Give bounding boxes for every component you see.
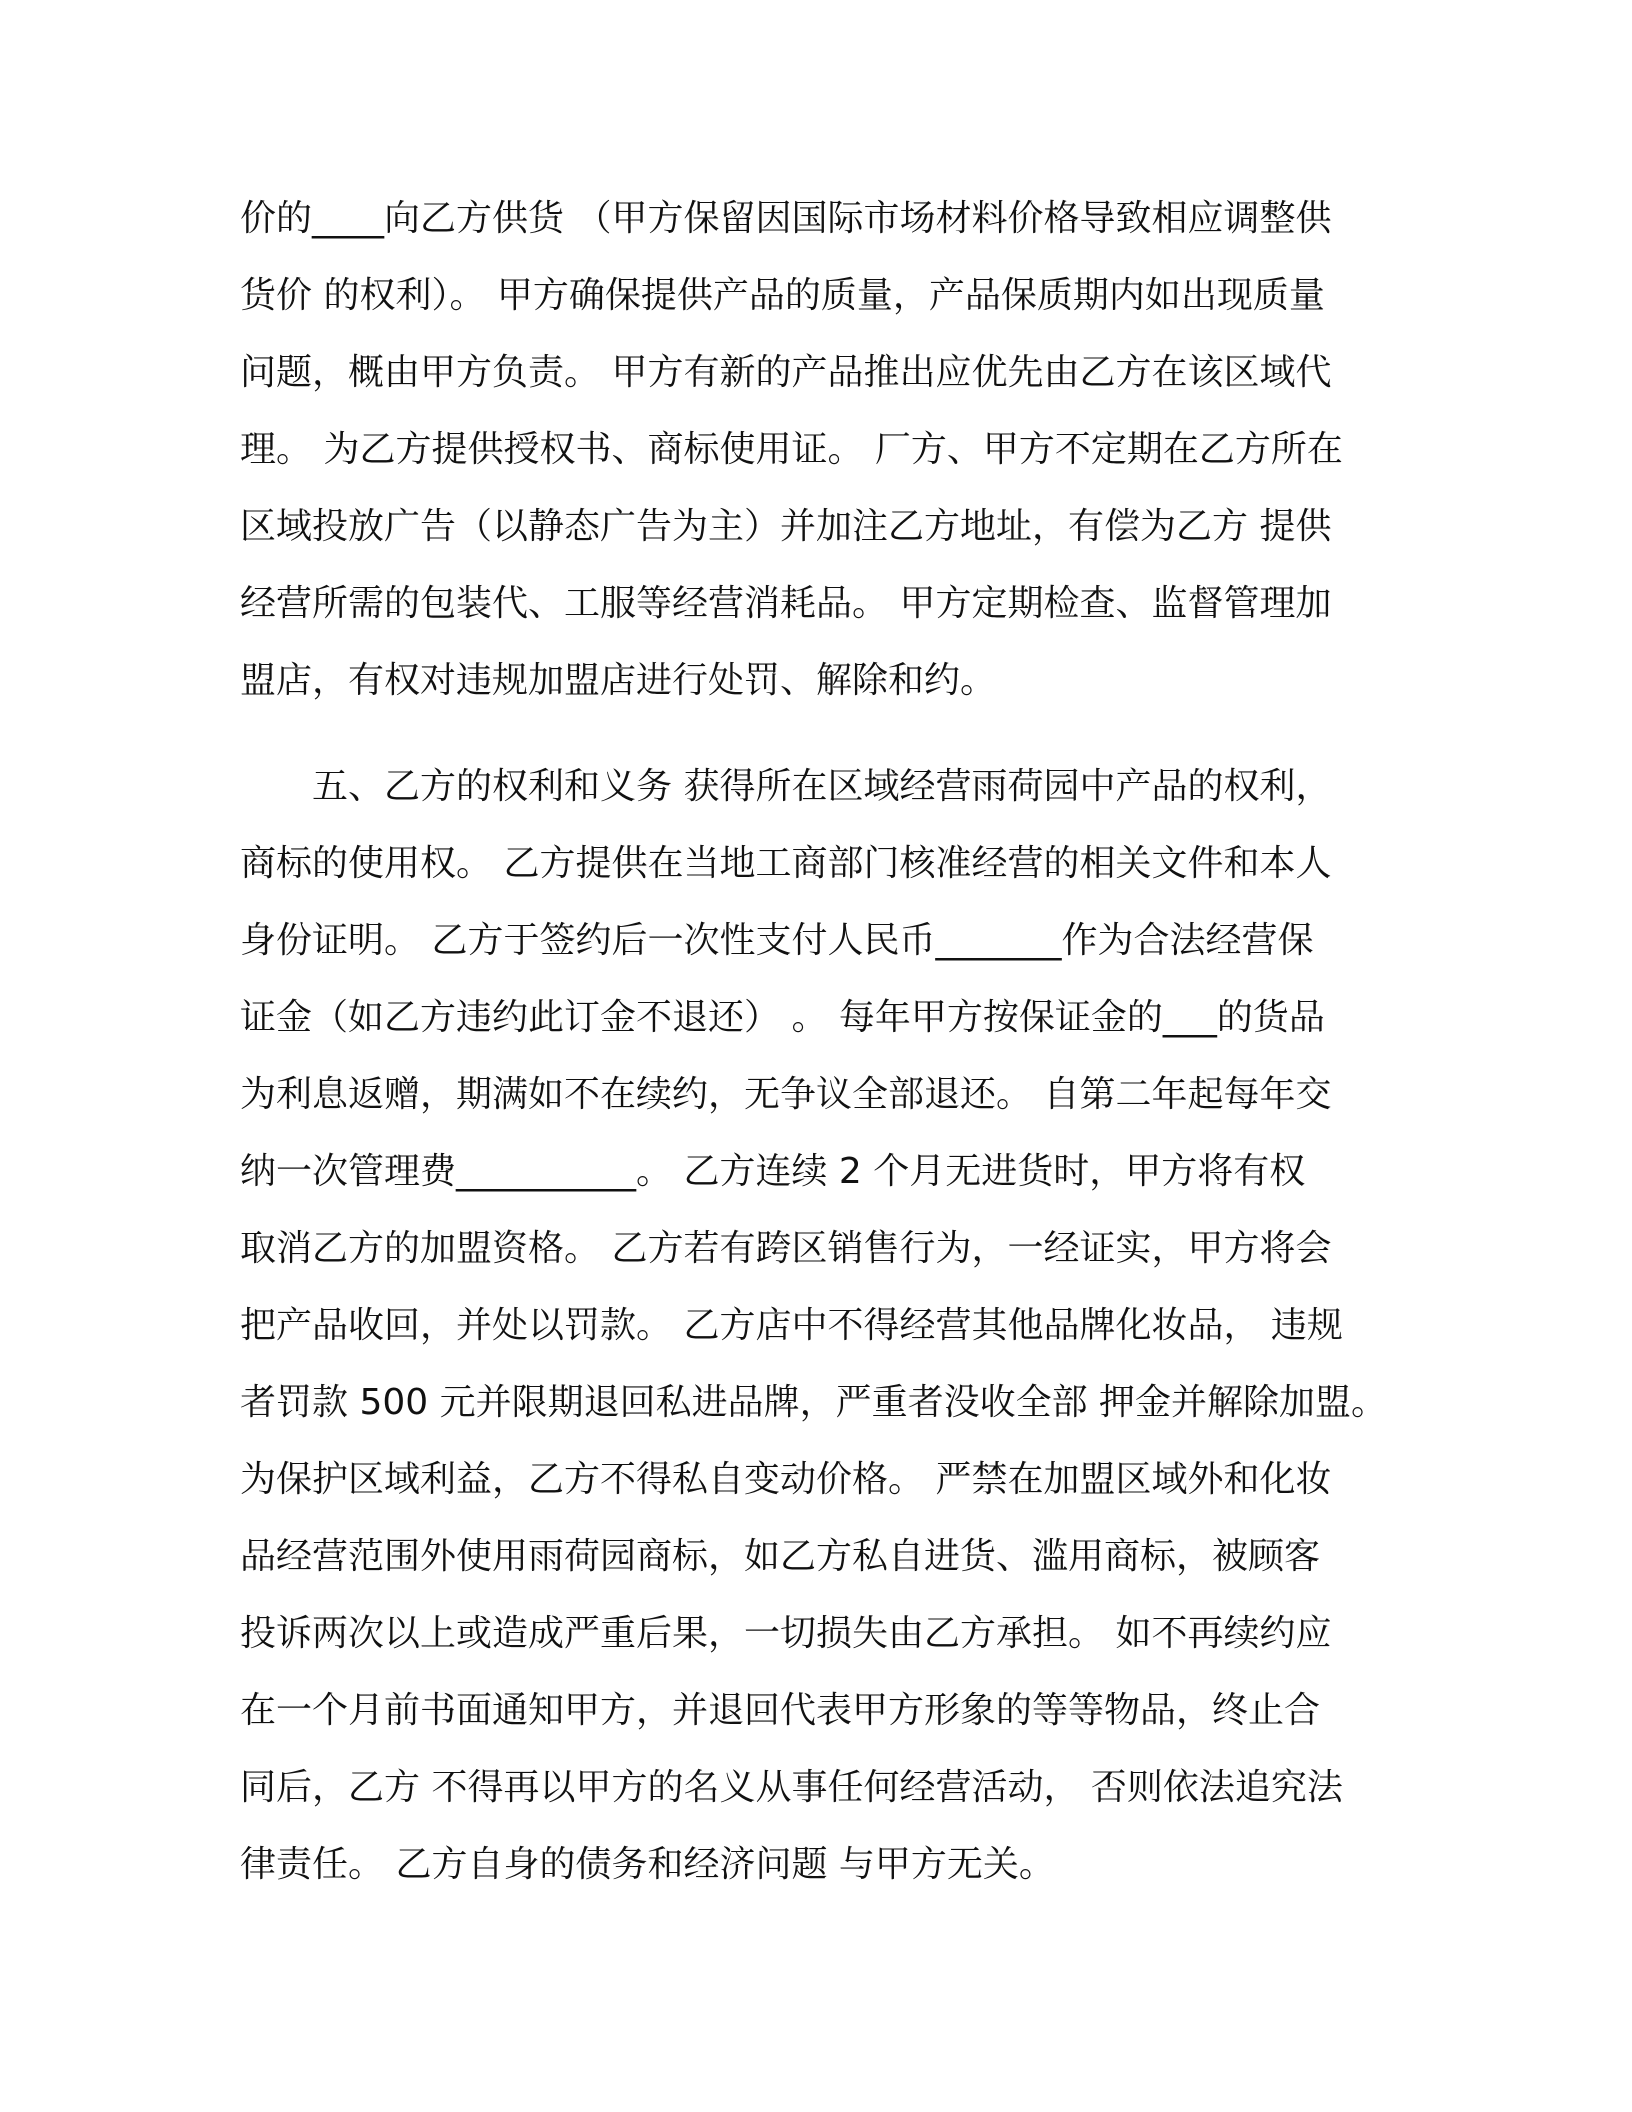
text-line: 品经营范围外使用雨荷园商标，如乙方私自进货、滥用商标，被顾客: [240, 1536, 1321, 1577]
text-line: 纳一次管理费__________。 乙方连续 2 个月无进货时，甲方将有权: [240, 1151, 1306, 1192]
paragraph-supplier-obligations: [240, 180, 1380, 719]
text-line: 取消乙方的加盟资格。 乙方若有跨区销售行为，一经证实，甲方将会: [240, 1228, 1332, 1269]
text-line: 同后，乙方 不得再以甲方的名义从事任何经营活动， 否则依法追究法: [240, 1767, 1343, 1808]
text-line: 五、乙方的权利和义务 获得所在区域经营雨荷园中产品的权利，: [240, 766, 1332, 807]
text-line: 身份证明。 乙方于签约后一次性支付人民币_______作为合法经营保: [240, 920, 1314, 961]
text-line: 为保护区域利益，乙方不得私自变动价格。 严禁在加盟区域外和化妆: [240, 1459, 1332, 1500]
text-line: 理。 为乙方提供授权书、商标使用证。 厂方、甲方不定期在乙方所在: [240, 429, 1343, 470]
text-line: 商标的使用权。 乙方提供在当地工商部门核准经营的相关文件和本人: [240, 843, 1332, 884]
text-line: 区域投放广告（以静态广告为主）并加注乙方地址，有偿为乙方 提供: [240, 506, 1332, 547]
text-line: 者罚款 500 元并限期退回私进品牌，严重者没收全部 押金并解除加盟。: [240, 1382, 1388, 1423]
paragraph-party-b-rights: [240, 748, 1388, 1903]
text-line: 问题，概由甲方负责。 甲方有新的产品推出应优先由乙方在该区域代: [240, 352, 1332, 393]
text-line: 投诉两次以上或造成严重后果，一切损失由乙方承担。 如不再续约应: [240, 1613, 1332, 1654]
text-line: 经营所需的包装代、工服等经营消耗品。 甲方定期检查、监督管理加: [240, 583, 1332, 624]
text-line: 货价 的权利）。 甲方确保提供产品的质量，产品保质期内如出现质量: [240, 275, 1325, 316]
text-line: 为利息返赠，期满如不在续约，无争议全部退还。 自第二年起每年交: [240, 1074, 1332, 1115]
text-line: 价的____向乙方供货 （甲方保留因国际市场材料价格导致相应调整供: [240, 198, 1332, 239]
text-line: 盟店，有权对违规加盟店进行处罚、解除和约。: [240, 660, 997, 701]
text-line: 在一个月前书面通知甲方，并退回代表甲方形象的等等物品，终止合: [240, 1690, 1321, 1731]
text-line: 证金（如乙方违约此订金不退还） 。 每年甲方按保证金的___的货品: [240, 997, 1325, 1038]
text-line: 把产品收回，并处以罚款。 乙方店中不得经营其他品牌化妆品， 违规: [240, 1305, 1343, 1346]
text-line: 律责任。 乙方自身的债务和经济问题 与甲方无关。: [240, 1844, 1055, 1885]
